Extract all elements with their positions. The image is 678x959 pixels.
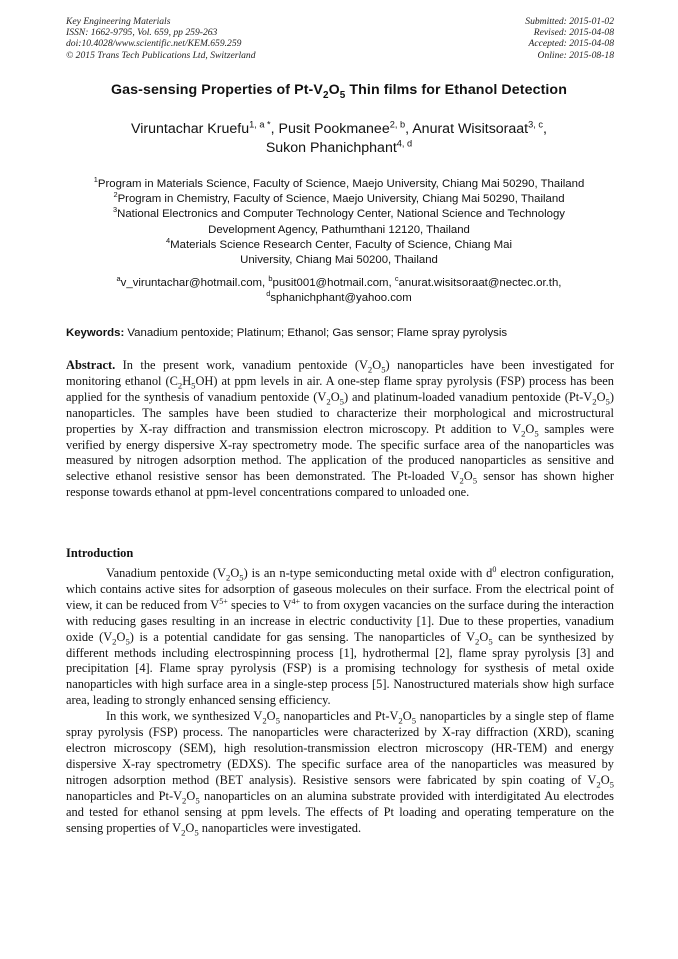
issn: ISSN: 1662-9795, Vol. 659, pp 259-263 [66, 27, 218, 39]
abstract: Abstract. In the present work, vanadium pentoxide $(V_2O_5)$ nanoparticles have been investigated for monitoring ethanol $(C_2H_5OH)$ at ppm levels in air. A one-step flame spray pyrolysis (FSP) process has been applied for the synthesis of vanadium pentoxide $(V_2O_5)$ and platinum-loaded vanadium pentoxide $(Pt-V_2O_5)$ nanoparticles. The samples have been studied to characterize their morphological and microstructural properties by X-ray diffraction and transmission electron microscopy. Pt addition to $V_2O_5$ samples were verified by energy dispersive X-ray spectrometry mode. The specific surface area of the nanoparticles was measured by nitrogen adsorption method. The application of the produced nanoparticles as sensitive and selective ethanol resistive sensor has been demonstrated. The Pt-loaded $V_2O_5$ sensor has shown higher response towards ethanol at ppm-level concentrations compared to unloaded one. [66, 358, 615, 500]
journal-name: Key Engineering Materials [66, 16, 171, 27]
journal-header [66, 16, 256, 61]
revised-date: Revised: 2015-04-08 [533, 27, 614, 39]
author-list: Viruntachar Kruefu$^{1, a *}$, Pusit Pookmanee$^{2, b}$, Anurat Wisitsoraat$^{3, c}$, Sukon Phanichphant$^{4, d}$ [131, 119, 547, 156]
doi: doi:10.4028/www.scientific.net/KEM.659.259 [66, 38, 242, 50]
keywords-label: Keywords: [66, 327, 125, 339]
online-date: Online: 2015-08-18 [537, 49, 614, 61]
affiliations [40, 177, 638, 268]
accepted-date: Accepted: 2015-04-08 [528, 38, 614, 50]
author-name: Pusit Pookmanee [278, 121, 390, 137]
introduction-body [66, 566, 614, 836]
email-link: sphanichphant@yahoo.com [270, 292, 412, 305]
paragraph: Vanadium pentoxide $(V_2O_5)$ is an n-type semiconducting metal oxide with $d^0$ electron configuration, which contains active sites for adsorption of gaseous molecules on their surface. From the electrical point of view, it can be reduced from $V^{5+}$ species to $V^{4+}$ to from oxygen vacancies on the surface during the interaction with reducing gases resulting in an increase in electric conductivity [1]. Due to these properties, vanadium oxide $(V_2O_5)$ is a potential candidate for gas sensing. The nanoparticles of $V_2O_5$ can be synthesized by different methods including electrospinning process [1], hydrothermal [2], flame spray pyrolysis [3] and precipitation [4]. Flame spray pyrolysis (FSP) is a promising technology for systhesis of metal oxide nanoparticles with high surface area in a single-step process [5]. Nanostructured materials show high surface area, leading to strongly enhanced sensing efficiency. [66, 564, 615, 708]
email-link: pusit001@hotmail.com, [272, 277, 395, 289]
abstract-label: Abstract. [66, 358, 116, 372]
email-link: v_viruntachar@hotmail.com, [120, 277, 269, 289]
author-name: Anurat Wisitsoraat [412, 121, 529, 137]
paragraph: In this work, we synthesized $V_2O_5$ nanoparticles and $Pt-V_2O_5$ nanoparticles by a single step of flame spray pyrolysis (FSP) process. The nanoparticles were characterized by X-ray diffraction (XRD), scaning electron microscopy (SEM), high resolution-transmission electron microscopy (HR-TEM) and energy dispersive X-ray spectrometry (EDXS). The specific surface area of the nanoparticles was measured by nitrogen adsorption method (BET analysis). Resistive sensors were fabricated by spin coating of $V_2O_5$ nanoparticles and $Pt-V_2O_5$ nanoparticles on an alumina substrate provided with interdigitated Au electrodes and tested for ethanol sensing at ppm levels. The effects of Pt loading and operating temperature on the sensing properties of $V_2O_5$ nanoparticles were investigated. [66, 709, 614, 837]
submitted-date: Submitted: 2015-01-02 [525, 16, 614, 27]
paper-title: Gas-sensing Properties of $Pt-V_2O_5$ Thin films for Ethanol Detection [111, 82, 567, 101]
keywords [66, 327, 626, 339]
affiliation: $^4$Materials Science Research Center, Faculty of Science, Chiang Mai University, Chiang Mai 50200, Thailand [166, 236, 512, 267]
affiliation: $^1$Program in Materials Science, Faculty of Science, Maejo University, Chiang Mai 50290, Thailand [93, 175, 585, 190]
email-link: anurat.wisitsoraat@nectec.or.th, [398, 277, 562, 289]
author-name: Sukon Phanichphant [265, 140, 397, 156]
dates-header [525, 16, 614, 61]
affiliation: $^3$National Electronics and Computer Technology Center, National Science and Technology Development Agency, Pathumthani 12120, Thailand [112, 205, 565, 236]
author-name: Viruntachar Kruefu [131, 121, 250, 137]
affiliation: $^2$Program in Chemistry, Faculty of Science, Maejo University, Chiang Mai 50290, Thailand [113, 190, 565, 206]
copyright: © 2015 Trans Tech Publications Ltd, Switzerland [66, 49, 256, 61]
keywords-text: Vanadium pentoxide; Platinum; Ethanol; Gas sensor; Flame spray pyrolysis [124, 327, 508, 339]
author-emails: $^a$v_viruntachar@hotmail.com, $^b$pusit001@hotmail.com, $^c$anurat.wisitsoraat@nectec.or.th, $^d$sphanichphant@yahoo.com [116, 274, 562, 305]
section-heading-introduction: Introduction [66, 546, 134, 560]
